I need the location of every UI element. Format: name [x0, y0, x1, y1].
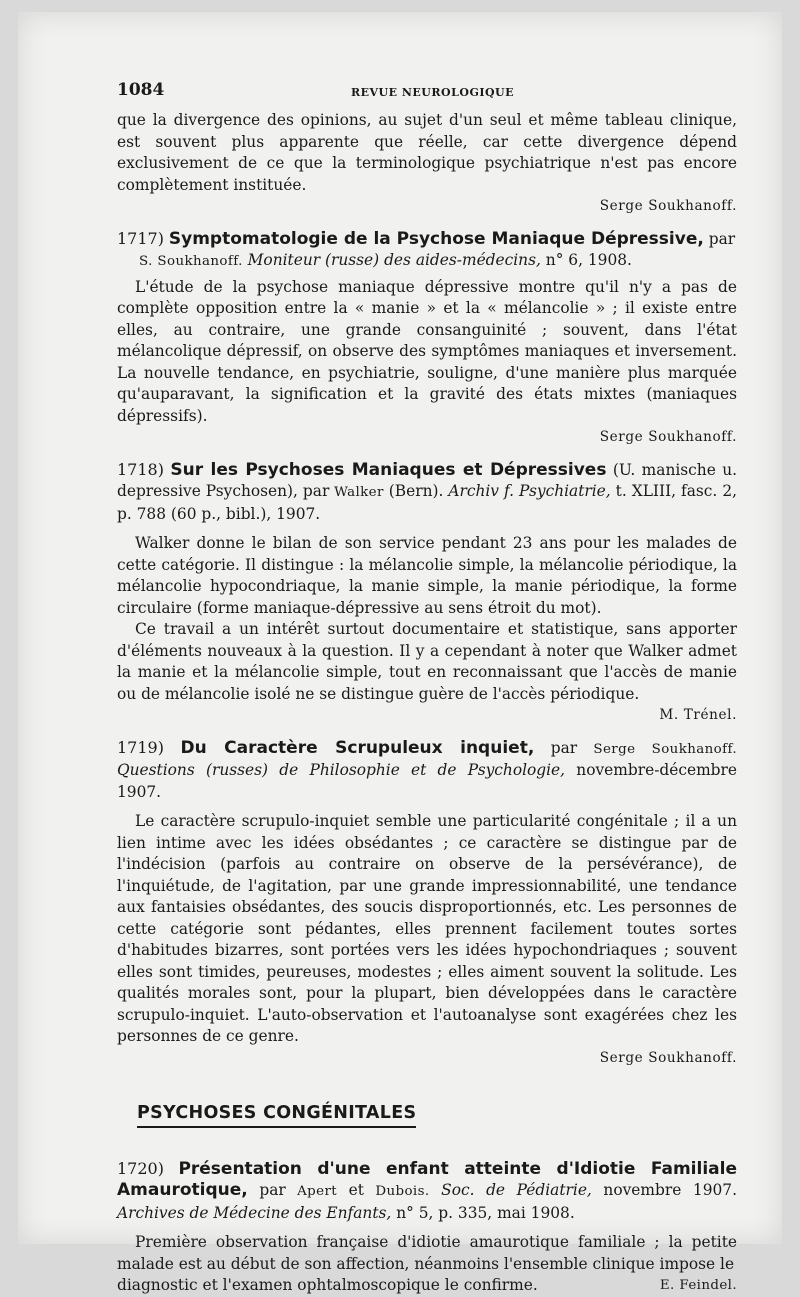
entry-details: t. XLIII, fasc. 2, p. 788 (60 p., bibl.), 1907.	[117, 482, 738, 523]
running-title: REVUE NEUROLOGIQUE	[351, 86, 515, 99]
abstract-entry	[117, 228, 737, 449]
entry-paragraph: Ce travail a un intérêt surtout documentaire et statistique, sans apporter d'éléments nouveaux à la question. Il y a cependant à noter que Walker admet la manie et la mélancolie simple, tout en reconnaissant que l'accès de manie ou de mélancolie isolé ne se distingue guère de l'accès périodique.	[117, 620, 737, 703]
entry-number: 1720)	[117, 1158, 164, 1178]
entry-number: 1719)	[117, 737, 164, 757]
entry-title: Symptomatologie de la Psychose Maniaque Dépressive,	[168, 228, 704, 249]
entry-paragraph: L'étude de la psychose maniaque dépressive montre qu'il n'y a pas de complète opposition entre la « manie » et la « mélancolie » ; il existe entre elles, au contraire, une grande consanguinité ; souvent, dans l'état mélancolique dépressif, on observe des symptômes maniaques et inversement. La nouvelle tendance, en psychiatrie, souligne, d'une manière plus marquée qu'auparavant, la signification et la gravité des états mixtes (maniaques dépressifs).	[117, 277, 737, 425]
page-number: 1084	[117, 80, 165, 100]
entry-details: novembre-décembre 1907.	[117, 761, 737, 801]
entry-by: par	[247, 1181, 286, 1199]
signature: Serge Soukhanoff.	[599, 429, 737, 445]
entry-author: S. Soukhanoff.	[139, 254, 243, 269]
signature: M. Trénel.	[659, 707, 737, 723]
page-content	[117, 80, 737, 1297]
entry-author: Walker	[329, 485, 384, 500]
entry-author-location: (Bern).	[383, 482, 444, 500]
entry-details: novembre 1907.	[591, 1181, 737, 1199]
signature: E. Feindel.	[659, 1278, 737, 1293]
signature: Serge Soukhanoff.	[599, 198, 737, 214]
entry-journal: Moniteur (russe) des aides-médecins,	[242, 251, 541, 269]
entry-by: par	[534, 738, 578, 757]
entry-last-line	[117, 1275, 737, 1297]
entry-journal: Archives de Médecine des Enfants,	[117, 1203, 392, 1222]
intro-paragraph: que la divergence des opinions, au sujet d'un seul et même tableau clinique, est souvent plus apparente que réelle, car cette divergence dépend exclusivement de ce que la terminologique psychiatrique n'est pas encore complètement instituée.	[117, 111, 737, 194]
abstract-entry	[117, 737, 737, 1070]
section-title: PSYCHOSES CONGÉNITALES	[137, 1103, 416, 1128]
entry-author: Apert	[285, 1184, 338, 1199]
entry-paragraph-end: diagnostic et l'examen ophtalmoscopique le confirme.	[117, 1276, 538, 1294]
entry-title: Présentation d'une enfant atteinte d'Idiotie Familiale Amaurotique,	[117, 1158, 737, 1200]
entry-journal: Questions (russes) de Philosophie et de Psychologie,	[117, 761, 566, 779]
entry-paragraph: Walker donne le bilan de son service pendant 23 ans pour les malades de cette catégorie. Il distingue : la mélancolie simple, la mélancolie périodique, la mélancolie hypocondriaque, la manie simple, la manie périodique, la forme circulaire (forme maniaque-dépressive au sens étroit du mot).	[117, 534, 737, 617]
entry-number: 1717)	[117, 228, 164, 248]
entry-journal: Archiv f. Psychiatrie,	[443, 482, 611, 500]
entry-title: Sur les Psychoses Maniaques et Dépressives	[170, 459, 607, 480]
entry-author: Dubois.	[363, 1184, 430, 1199]
entry-details: n° 6, 1908.	[540, 251, 632, 269]
abstract-entry	[117, 1158, 737, 1297]
entry-details: n° 5, p. 335, mai 1908.	[391, 1203, 575, 1222]
abstract-entry	[117, 459, 737, 727]
entry-citation	[139, 250, 737, 273]
entry-journal: Soc. de Pédiatrie,	[429, 1181, 592, 1199]
entry-author: Serge Soukhanoff.	[577, 741, 737, 757]
page-header	[117, 80, 737, 110]
entry-title: Du Caractère Scrupuleux inquiet,	[180, 737, 535, 758]
entry-paragraph: Première observation française d'idiotie amaurotique familiale ; la petite malade est au début de son affection, néanmoins l'ensemble clinique impose le	[117, 1233, 737, 1273]
signature: Serge Soukhanoff.	[599, 1049, 737, 1066]
entry-number: 1718)	[117, 459, 164, 479]
entry-conjunction: et	[337, 1181, 364, 1199]
entry-by: (U. manische u. depressive Psychosen), par	[117, 460, 738, 500]
scanned-page	[18, 12, 782, 1294]
entry-paragraph: Le caractère scrupulo-inquiet semble une particularité congénitale ; il a un lien intime avec les idées obsédantes ; ce caractère se distingue par de l'indécision (parfois au contraire on observe de la persévérance), de l'inquiétude, de l'agitation, par une grande impressionnabilité, une tendance aux fantaisies obsédantes, des soucis disproportionnés, etc. Les personnes de cette catégorie sont pédantes, elles prennent facilement toutes sortes d'habitudes bizarres, sont portées vers les idées hypochondriaques ; souvent elles sont timides, peureuses, modestes ; elles aiment souvent la solitude. Les qualités morales sont, pour la plupart, bien développées dans le caractère scrupulo-inquiet. L'auto-observation et l'autoanalyse sont exagérées chez les personnes de ce genre.	[117, 812, 737, 1045]
entry-by: par	[703, 229, 736, 248]
